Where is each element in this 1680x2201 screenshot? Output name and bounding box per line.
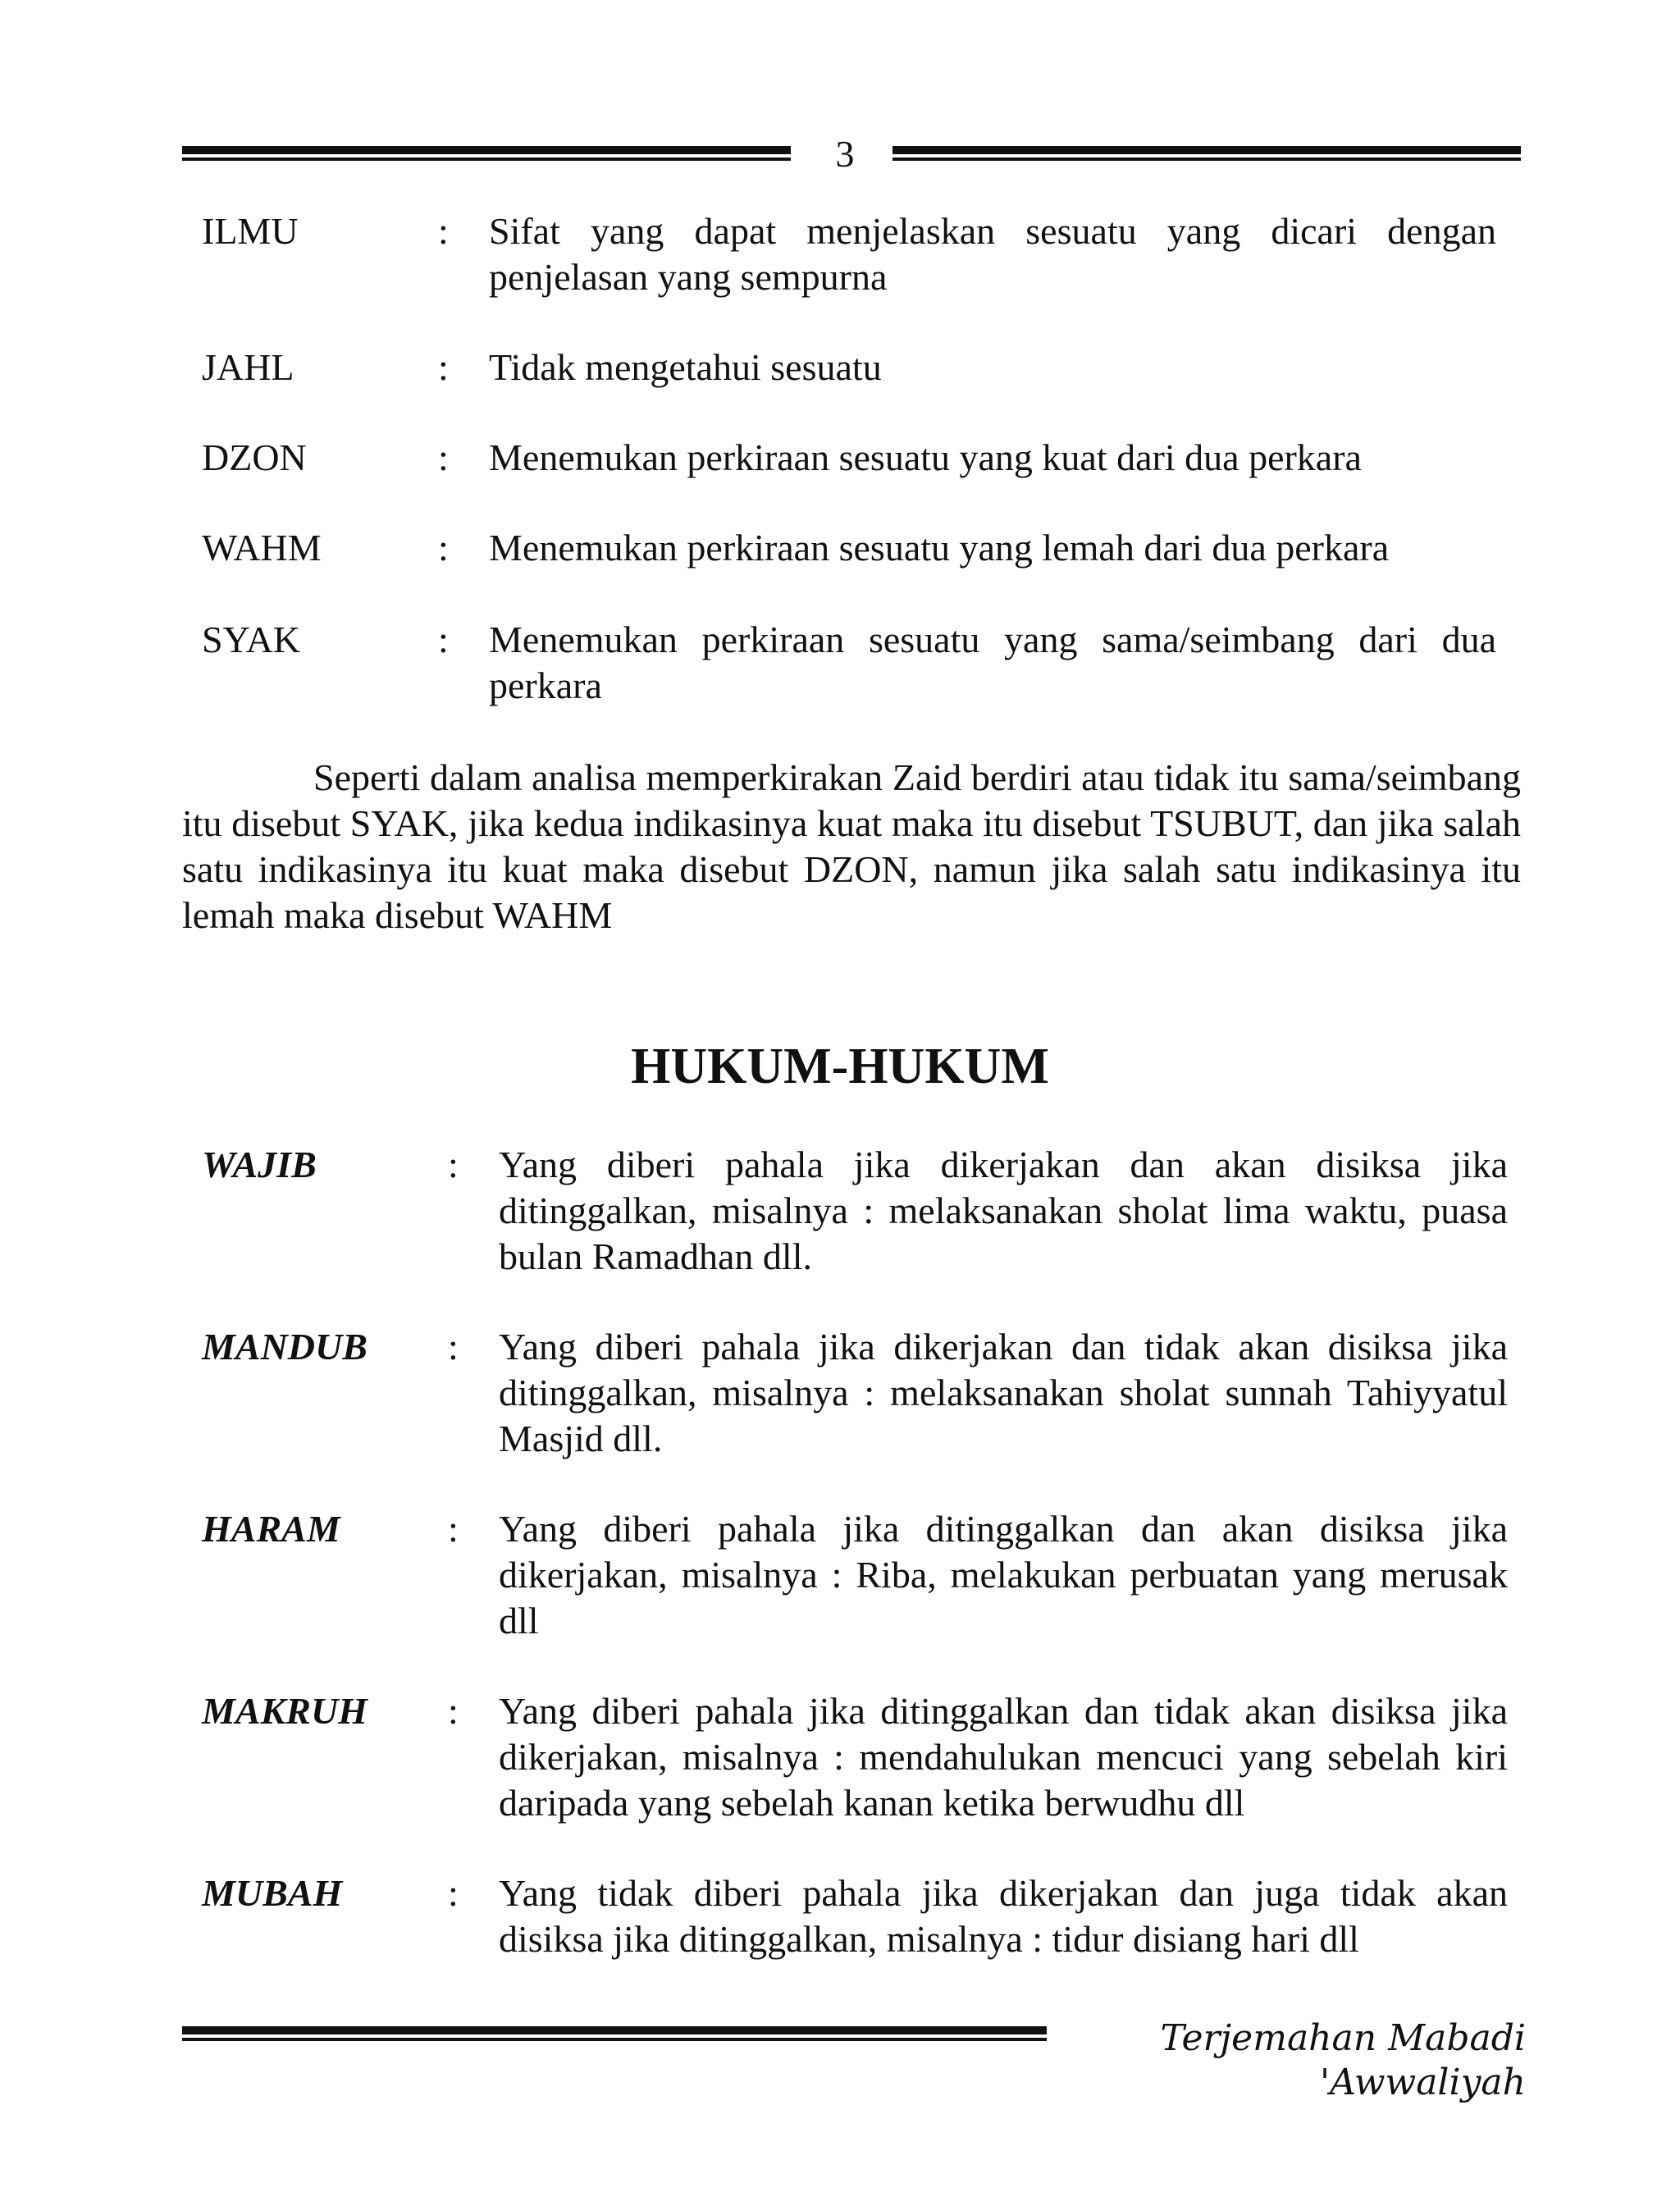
definition-description: Menemukan perkiraan sesuatu yang kuat dari dua perkara [489,436,1362,478]
definition-separator: : [438,210,449,252]
ruling-separator: : [448,1872,459,1914]
ruling-separator: : [448,1326,459,1368]
definition-term: SYAK [202,619,301,660]
definition-description: Menemukan perkiraan sesuatu yang lemah dari dua perkara [489,527,1390,569]
ruling-separator: : [448,1690,459,1732]
definition-separator: : [438,619,449,660]
footer-rule [182,2026,1047,2041]
ruling-description: Yang diberi pahala jika dikerjakan dan akan disiksa jika ditinggalkan, misalnya : melaksanakan sholat lima waktu, puasa bulan Ramadhan dll. [499,1144,1508,1277]
definition-separator: : [438,436,449,478]
definition-description: Menemukan perkiraan sesuatu yang sama/seimbang dari dua perkara [489,619,1496,706]
definition-separator: : [438,346,449,388]
definition-term: WAHM [202,527,322,569]
explanation-paragraph: Seperti dalam analisa memperkirakan Zaid berdiri atau tidak itu sama/seimbang itu disebut SYAK, jika kedua indikasinya kuat maka itu disebut TSUBUT, dan jika salah satu indikasinya itu kuat maka disebut DZON, namun jika salah satu indikasinya itu lemah maka disebut WAHM [182,756,1521,936]
ruling-term: HARAM [202,1508,340,1550]
ruling-term: MUBAH [202,1872,343,1914]
ruling-description: Yang tidak diberi pahala jika dikerjakan dan juga tidak akan disiksa jika ditinggalkan, misalnya : tidur disiang hari dll [499,1872,1508,1960]
ruling-term: WAJIB [202,1144,317,1185]
definition-separator: : [438,527,449,569]
definition-term: JAHL [202,346,294,388]
ruling-description: Yang diberi pahala jika ditinggalkan dan tidak akan disiksa jika dikerjakan, misalnya : mendahulukan mencuci yang sebelah kiri daripada yang sebelah kanan ketika berwudhu dll [499,1690,1508,1824]
section-heading: HUKUM-HUKUM [631,1039,1049,1094]
ruling-description: Yang diberi pahala jika ditinggalkan dan akan disiksa jika dikerjakan, misalnya : Riba, melakukan perbuatan yang merusak dll [499,1508,1508,1642]
page-number: 3 [835,133,855,175]
ruling-term: MANDUB [202,1326,368,1368]
ruling-description: Yang diberi pahala jika dikerjakan dan tidak akan disiksa jika ditinggalkan, misalnya : melaksanakan sholat sunnah Tahiyyatul Masjid dll. [499,1326,1508,1459]
ruling-separator: : [448,1144,459,1185]
definition-term: DZON [202,436,307,478]
definition-description: Tidak mengetahui sesuatu [489,346,882,388]
footer-book-title: Terjemahan Mabadi 'Awwaliyah [1160,2017,1526,2103]
definition-description: Sifat yang dapat menjelaskan sesuatu yang dicari dengan penjelasan yang sempurna [489,210,1496,298]
ruling-term: MAKRUH [202,1690,368,1732]
ruling-separator: : [448,1508,459,1550]
definition-term: ILMU [202,210,299,252]
